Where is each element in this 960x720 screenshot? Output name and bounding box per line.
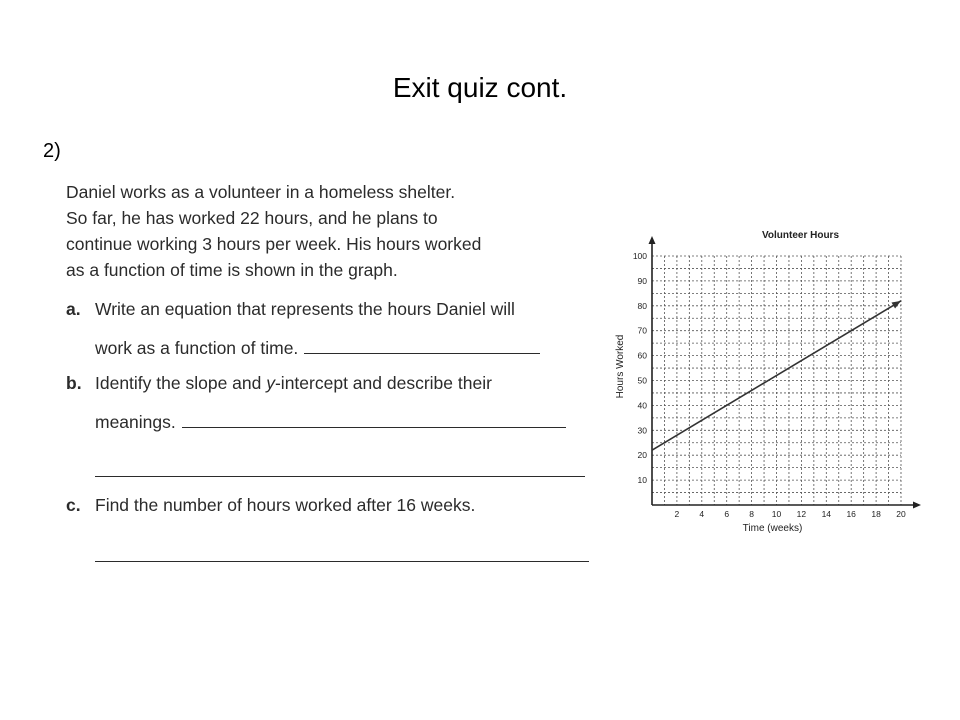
- problem-text: [66, 179, 606, 515]
- y-axis-arrow: [649, 236, 656, 244]
- chart-grid: [652, 256, 901, 505]
- y-tick-label: 70: [637, 325, 647, 336]
- intro-line-1: Daniel works as a volunteer in a homeless shelter.: [66, 182, 456, 202]
- part-a-prompt: Write an equation that represents the hours Daniel will: [95, 299, 515, 319]
- y-tick-label: 20: [637, 450, 647, 461]
- x-tick-label: 18: [871, 509, 881, 519]
- part-b-prompt-start: Identify the slope and: [95, 373, 267, 393]
- y-tick-label: 30: [637, 425, 647, 436]
- x-tick-label: 4: [699, 509, 705, 519]
- intro-line-4: as a function of time is shown in the graph.: [66, 260, 398, 280]
- part-b-letter: b.: [66, 373, 82, 393]
- chart-series: [652, 301, 901, 450]
- part-b-variable: y: [266, 373, 275, 393]
- x-tick-label: 2: [674, 509, 680, 519]
- question-number: 2): [43, 140, 61, 162]
- x-tick-label: 10: [771, 509, 782, 519]
- series-line: [652, 301, 901, 450]
- y-axis-title: Hours Worked: [615, 334, 626, 399]
- x-tick-label: 8: [749, 509, 754, 519]
- x-tick-label: 16: [846, 509, 856, 519]
- series-arrow: [891, 301, 901, 309]
- chart-labels: [615, 230, 906, 534]
- part-a-answer-blank[interactable]: [304, 337, 540, 354]
- part-b-prompt-end: -intercept and describe their: [274, 373, 492, 393]
- volunteer-hours-chart: [600, 218, 930, 548]
- y-tick-label: 90: [637, 275, 647, 286]
- x-axis-title: Time (weeks): [742, 523, 803, 534]
- part-c-letter: c.: [66, 495, 81, 515]
- x-tick-label: 6: [724, 509, 730, 519]
- y-tick-label: 60: [637, 350, 647, 361]
- part-c-prompt: Find the number of hours worked after 16 weeks.: [95, 495, 476, 515]
- x-tick-label: 20: [896, 509, 906, 519]
- intro-line-3: continue working 3 hours per week. His hours worked: [66, 234, 482, 254]
- slide-title: Exit quiz cont.: [392, 72, 568, 103]
- x-tick-label: 12: [796, 509, 807, 519]
- x-axis-arrow: [913, 502, 921, 509]
- part-b-answer-blank-1[interactable]: [182, 411, 566, 428]
- y-tick-label: 100: [632, 251, 647, 261]
- y-tick-label: 10: [637, 475, 647, 486]
- y-tick-label: 40: [637, 400, 647, 411]
- part-b-answer-blank-2[interactable]: [95, 476, 585, 477]
- part-a-letter: a.: [66, 299, 81, 319]
- y-tick-label: 50: [637, 375, 647, 386]
- part-a-prompt-continued: work as a function of time.: [95, 338, 299, 358]
- part-c-answer-blank[interactable]: [95, 561, 589, 562]
- y-tick-label: 80: [637, 300, 647, 311]
- intro-line-2: So far, he has worked 22 hours, and he plans to: [66, 208, 438, 228]
- chart-svg: [600, 218, 930, 548]
- x-tick-label: 14: [821, 509, 832, 519]
- chart-title: Volunteer Hours: [761, 230, 840, 241]
- part-b-prompt-continued: meanings.: [95, 412, 176, 432]
